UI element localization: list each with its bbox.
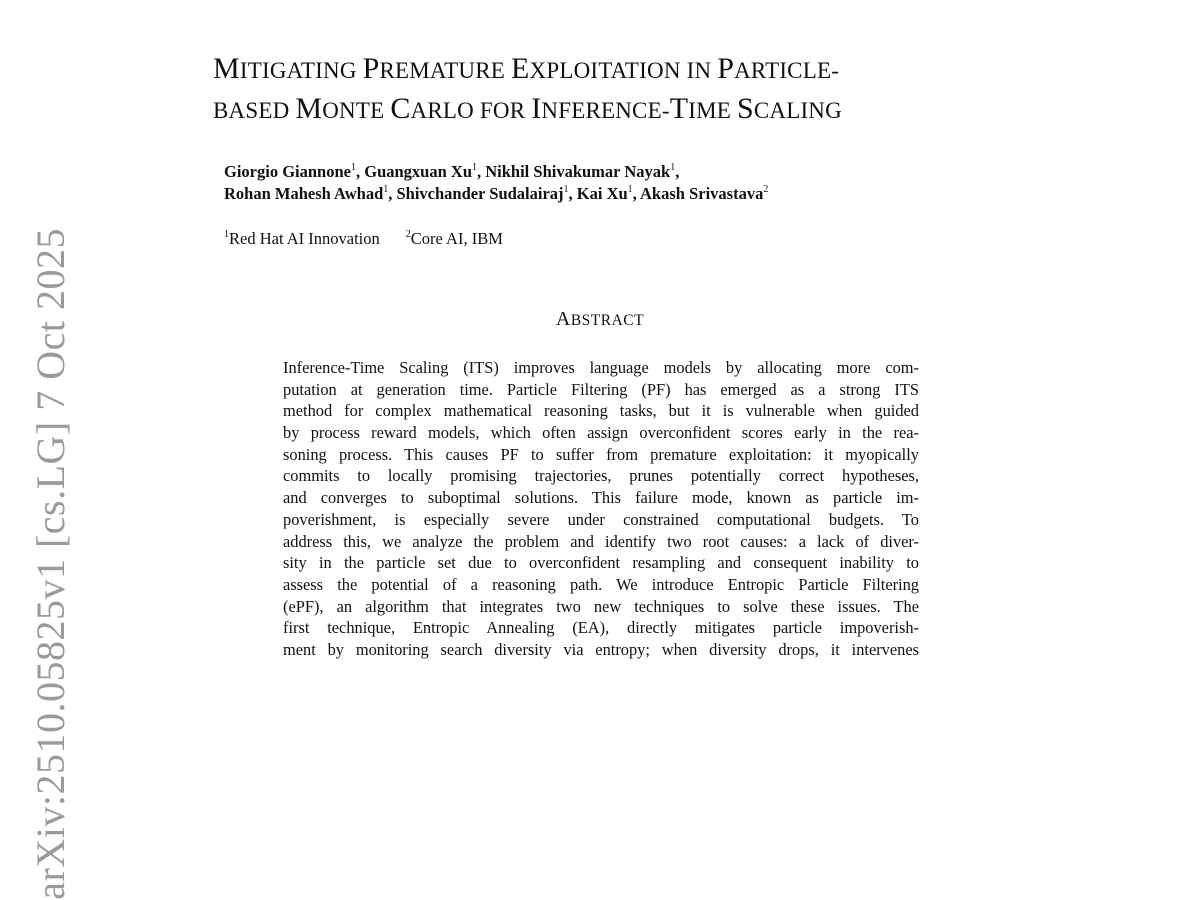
line2-part-7: T (669, 92, 689, 125)
title-line-1 (213, 50, 1013, 90)
abstract-line: method for complex mathematical reasoning tasks, but it is vulnerable when guided (283, 401, 919, 421)
line2-part-1: M (295, 92, 323, 125)
author-name: Shivchander Sudalairaj (396, 184, 564, 203)
line1-part-2: P (362, 52, 380, 85)
line1-part-7: ARTICLE- (734, 58, 840, 83)
abstract-line: first technique, Entropic Annealing (EA), directly mitigates particle impoverish- (283, 618, 919, 638)
abstract-line: sity in the particle set due to overconfident resampling and consequent inability to (283, 553, 919, 573)
abstract-text (283, 357, 919, 661)
line2-part-9: S (736, 92, 754, 125)
author-name: Kai Xu (576, 184, 628, 203)
line2-part-4: ARLO FOR (410, 98, 532, 123)
abstract-line: putation at generation time. Particle Filtering (PF) has emerged as a strong ITS (283, 379, 919, 399)
abstract-line: soning process. This causes PF to suffer from premature exploitation: it myopically (283, 444, 919, 464)
author-affiliation-mark: 1 (627, 184, 633, 195)
arxiv-identifier: arXiv:2510.05825v1 [cs.LG] 7 Oct 2025 (28, 228, 73, 900)
abstract-line: and converges to suboptimal solutions. This failure mode, known as particle im- (283, 488, 919, 508)
affiliations (224, 228, 503, 250)
abstract-line: address this, we analyze the problem and identify two root causes: a lack of diver- (283, 531, 919, 551)
author-affiliation-mark: 1 (563, 184, 569, 195)
line2-part-8: IME (688, 98, 737, 123)
line2-part-0: BASED (213, 98, 296, 123)
line2-part-5: I (531, 92, 542, 125)
author-name: Giorgio Giannone (224, 162, 351, 181)
line2-part-2: ONTE (322, 98, 391, 123)
abstract-line: assess the potential of a reasoning path. We introduce Entropic Particle Filtering (283, 574, 919, 594)
paper-title (213, 50, 1013, 130)
abstract-heading-rest: BSTRACT (570, 312, 645, 329)
line1-part-5: XPLOITATION IN (529, 58, 718, 83)
line1-part-1: ITIGATING (239, 58, 363, 83)
affiliation-item (224, 228, 380, 250)
author-affiliation-mark: 1 (670, 162, 676, 173)
abstract-heading (0, 306, 1200, 334)
authors-line-1: Giorgio Giannone$^1$, Guangxuan Xu$^1$, Nikhil Shivakumar Nayak$^1$, (224, 162, 680, 181)
abstract-line: commits to locally promising trajectories, prunes potentially correct hypotheses, (283, 466, 919, 486)
title-line-2 (213, 90, 1013, 130)
line1-part-4: E (511, 52, 530, 85)
author-affiliation-mark: 2 (763, 184, 769, 195)
author-affiliation-mark: 1 (350, 162, 356, 173)
abstract-line: by process reward models, which often assign overconfident scores early in the rea- (283, 423, 919, 443)
affiliation-name: Red Hat AI Innovation (229, 229, 380, 248)
affiliation-number: 2 (405, 229, 411, 240)
line2-part-6: NFERENCE- (541, 98, 670, 123)
abstract-line: Inference-Time Scaling (ITS) improves language models by allocating more com- (283, 358, 919, 377)
author-name: Rohan Mahesh Awhad (224, 184, 384, 203)
author-name: Akash Srivastava (640, 184, 764, 203)
arxiv-side-stamp (28, 228, 73, 900)
abstract-line: poverishment, is especially severe under constrained computational budgets. To (283, 509, 919, 529)
affiliation-item (406, 228, 503, 250)
author-list (224, 161, 1124, 205)
affiliation-number: 1 (224, 229, 229, 240)
author-name: Guangxuan Xu (364, 162, 472, 181)
abstract-heading-initial: A (555, 308, 571, 330)
author-name: Nikhil Shivakumar Nayak (485, 162, 671, 181)
authors-line-2: Rohan Mahesh Awhad$^1$, Shivchander Sudalairaj$^1$, Kai Xu$^1$, Akash Srivastava$^2$ (224, 184, 769, 203)
line2-part-3: C (390, 92, 411, 125)
abstract-line: (ePF), an algorithm that integrates two new techniques to solve these issues. The (283, 596, 919, 616)
abstract-line: ment by monitoring search diversity via entropy; when diversity drops, it intervenes (283, 639, 919, 659)
line1-part-0: M (213, 52, 240, 85)
author-affiliation-mark: 1 (472, 162, 477, 173)
line2-part-10: CALING (753, 98, 842, 123)
author-affiliation-mark: 1 (383, 184, 389, 195)
line1-part-3: REMATURE (379, 58, 511, 83)
affiliation-name: Core AI, IBM (410, 229, 503, 248)
line1-part-6: P (717, 52, 735, 85)
